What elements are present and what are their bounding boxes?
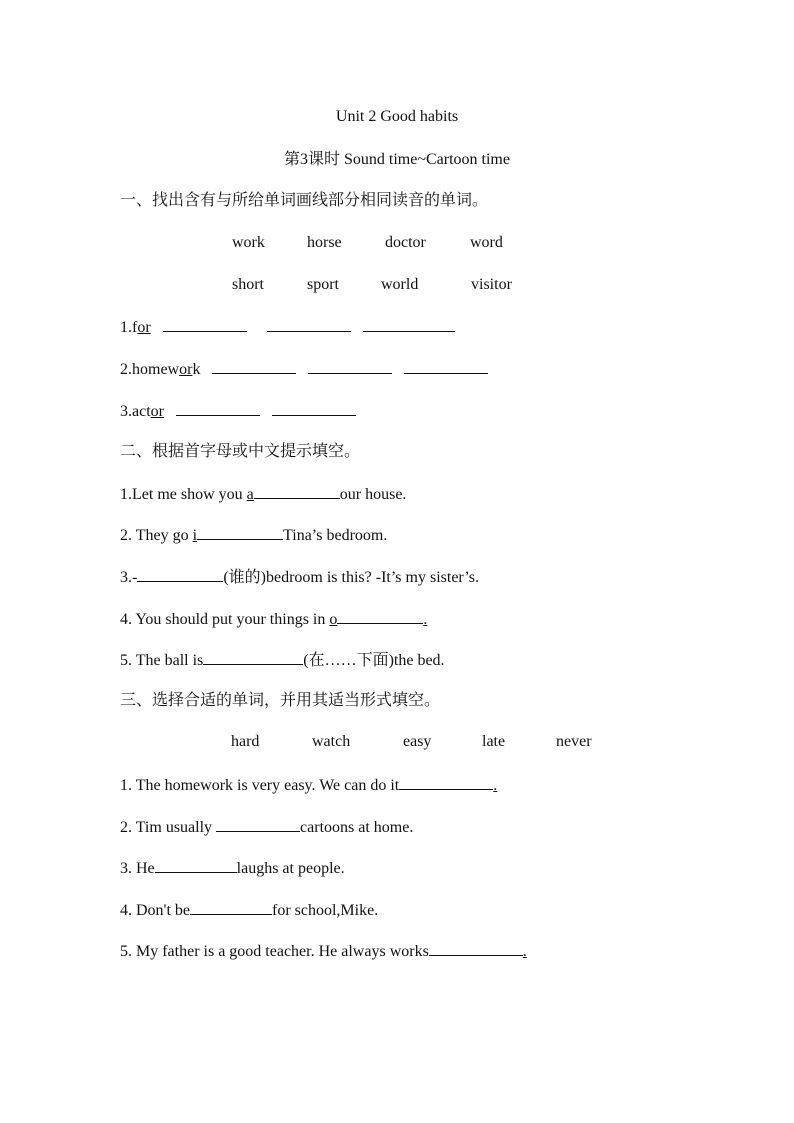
word-option: sport — [307, 276, 339, 293]
question-text-end: our house. — [339, 486, 407, 503]
answer-blank[interactable] — [190, 899, 272, 915]
answer-blank[interactable] — [176, 400, 260, 416]
question-text-end: laughs at people. — [236, 860, 345, 877]
answer-blank[interactable] — [337, 608, 423, 624]
hint-letter: a — [246, 486, 254, 503]
answer-blank[interactable] — [254, 483, 340, 499]
answer-blank[interactable] — [363, 316, 455, 332]
question-text: 4. Don't be — [120, 902, 190, 919]
word-option: easy — [403, 733, 432, 750]
question-text-end: . — [522, 943, 527, 960]
answer-blank[interactable] — [212, 358, 296, 374]
question-text-end: for school,Mike. — [271, 902, 379, 919]
answer-blank[interactable] — [137, 566, 223, 582]
question-item — [120, 774, 497, 796]
question-text: 3.- — [120, 569, 138, 586]
underlined-part: or — [150, 403, 164, 420]
question-item — [120, 940, 527, 962]
question-item — [120, 483, 406, 505]
question-text: 3. He — [120, 860, 155, 877]
answer-blank[interactable] — [163, 316, 247, 332]
question-text-end: (在……下面)the bed. — [303, 652, 445, 669]
item-word: f — [132, 319, 138, 336]
question-text: 5. The ball is — [120, 652, 204, 669]
question-text-end: Tina’s bedroom. — [283, 527, 388, 544]
page-subtitle: 第3课时 Sound time~Cartoon time — [284, 151, 510, 168]
answer-blank[interactable] — [272, 400, 356, 416]
question-text: 1.Let me show you — [120, 486, 247, 503]
question-text-end: cartoons at home. — [300, 819, 414, 836]
answer-blank[interactable] — [197, 524, 283, 540]
answer-blank[interactable] — [267, 316, 351, 332]
page-title: Unit 2 Good habits — [335, 108, 459, 125]
answer-blank[interactable] — [308, 358, 392, 374]
question-item — [120, 566, 479, 588]
question-text-end: . — [423, 611, 428, 628]
answer-blank[interactable] — [399, 774, 493, 790]
section3-heading: 三、选择合适的单词，并用其适当形式填空。 — [120, 690, 441, 709]
underlined-part: or — [179, 361, 193, 378]
question-item — [120, 524, 387, 546]
question-text: 5. My father is a good teacher. He always works — [120, 943, 429, 960]
hint-letter: o — [329, 611, 338, 628]
question-text-end: (谁的)bedroom is this? -It’s my sister’s. — [223, 569, 480, 586]
hint-letter: i — [192, 527, 198, 544]
word-option: never — [556, 733, 592, 750]
word-option: hard — [231, 733, 260, 750]
word-option: watch — [312, 733, 351, 750]
word-option: doctor — [385, 234, 426, 251]
question-item — [120, 649, 445, 671]
answer-blank[interactable] — [216, 816, 300, 832]
item-number: 3. — [120, 403, 132, 420]
question-item — [120, 316, 455, 338]
word-option: work — [232, 234, 265, 251]
question-item — [120, 857, 345, 879]
question-text-end: . — [493, 777, 498, 794]
word-option: horse — [307, 234, 342, 251]
question-item — [120, 816, 413, 838]
item-number: 1. — [120, 319, 132, 336]
item-number: 2. — [120, 361, 132, 378]
word-option: late — [482, 733, 506, 750]
section2-heading: 二、根据首字母或中文提示填空。 — [120, 441, 361, 460]
question-item — [120, 400, 356, 422]
answer-blank[interactable] — [429, 940, 523, 956]
question-text: 1. The homework is very easy. We can do it — [120, 777, 400, 794]
question-text: 2. They go — [120, 527, 193, 544]
answer-blank[interactable] — [203, 649, 303, 665]
word-option: short — [232, 276, 264, 293]
word-option: visitor — [471, 276, 512, 293]
item-word: act — [132, 403, 151, 420]
question-text: 4. You should put your things in — [120, 611, 330, 628]
underlined-part: or — [137, 319, 151, 336]
question-text: 2. Tim usually — [120, 819, 217, 836]
question-item — [120, 358, 488, 380]
section1-heading: 一、找出含有与所给单词画线部分相同读音的单词。 — [120, 190, 489, 209]
item-word-rest: k — [192, 361, 201, 378]
word-option: word — [470, 234, 503, 251]
question-item — [120, 608, 427, 630]
word-option: world — [381, 276, 419, 293]
answer-blank[interactable] — [404, 358, 488, 374]
item-word: homew — [132, 361, 180, 378]
question-item — [120, 899, 378, 921]
answer-blank[interactable] — [155, 857, 237, 873]
